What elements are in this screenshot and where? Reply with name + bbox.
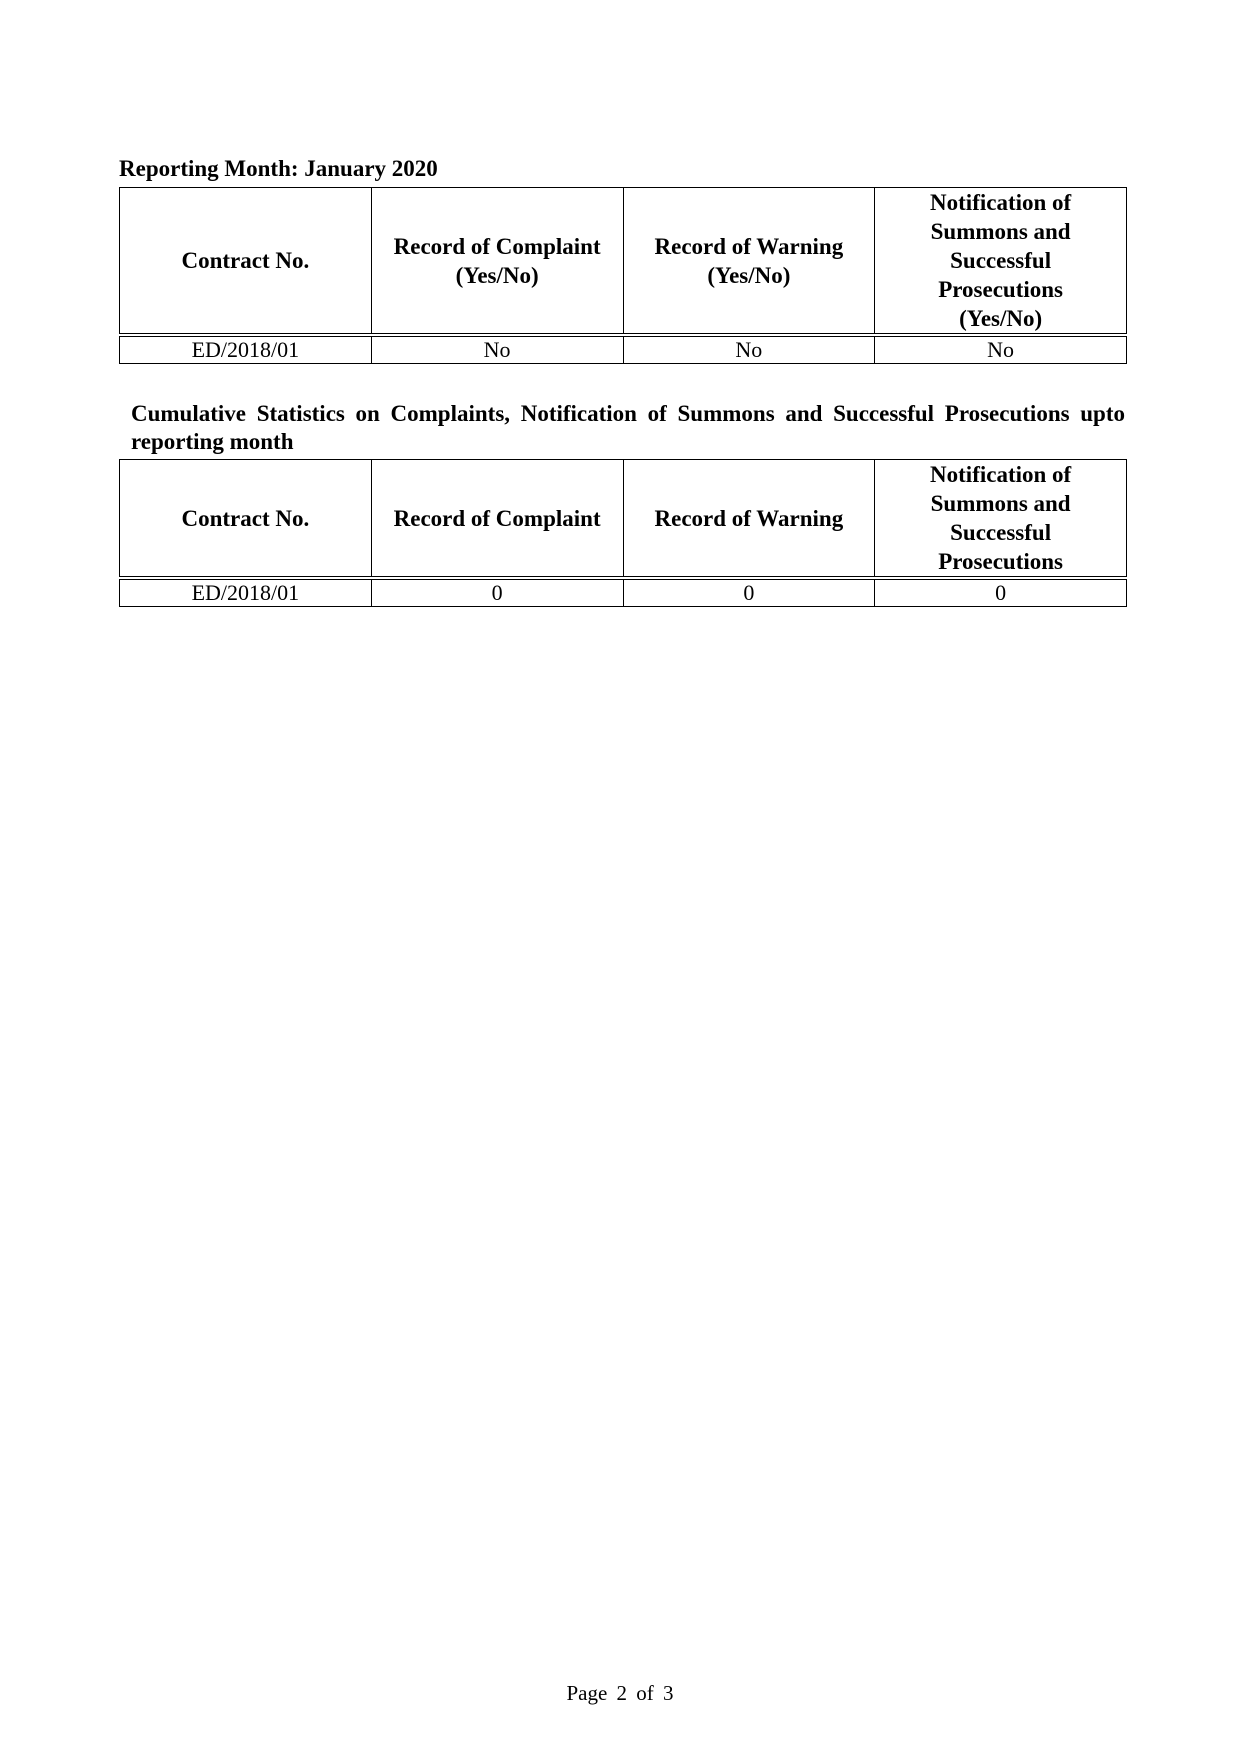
cumulative-statistics-table: [119, 459, 1127, 607]
page-label: Page: [566, 1681, 608, 1705]
cumulative-statistics-heading: Cumulative Statistics on Complaints, Notification of Summons and Successful Prosecutions upto reporting month: [131, 401, 1125, 454]
monthly-record-table: [119, 187, 1127, 364]
reporting-month-heading: Reporting Month: January 2020: [119, 156, 438, 181]
table-header-row: [120, 460, 1127, 579]
contract-no-cell: ED/2018/01: [120, 578, 372, 607]
record-of-warning-header: Record of Warning (Yes/No): [623, 188, 875, 336]
summons-cell: No: [875, 335, 1127, 364]
table-header-row: [120, 188, 1127, 336]
complaint-count-cell: 0: [371, 578, 623, 607]
contract-no-header: Contract No.: [120, 460, 372, 579]
notification-of-summons-header: Notification of Summons and Successful Prosecutions (Yes/No): [875, 188, 1127, 336]
total-pages: 3: [663, 1681, 674, 1705]
page-number: 2: [616, 1681, 628, 1705]
record-of-warning-header: Record of Warning: [623, 460, 875, 579]
table-row: [120, 578, 1127, 607]
complaint-cell: No: [371, 335, 623, 364]
warning-cell: No: [623, 335, 875, 364]
table-row: [120, 335, 1127, 364]
record-of-complaint-header: Record of Complaint (Yes/No): [371, 188, 623, 336]
notification-of-summons-header: Notification of Summons and Successful Prosecutions: [875, 460, 1127, 579]
contract-no-cell: ED/2018/01: [120, 335, 372, 364]
summons-count-cell: 0: [875, 578, 1127, 607]
page-footer: [0, 1681, 1240, 1705]
warning-count-cell: 0: [623, 578, 875, 607]
record-of-complaint-header: Record of Complaint: [371, 460, 623, 579]
of-label: of: [636, 1681, 654, 1705]
contract-no-header: Contract No.: [120, 188, 372, 336]
